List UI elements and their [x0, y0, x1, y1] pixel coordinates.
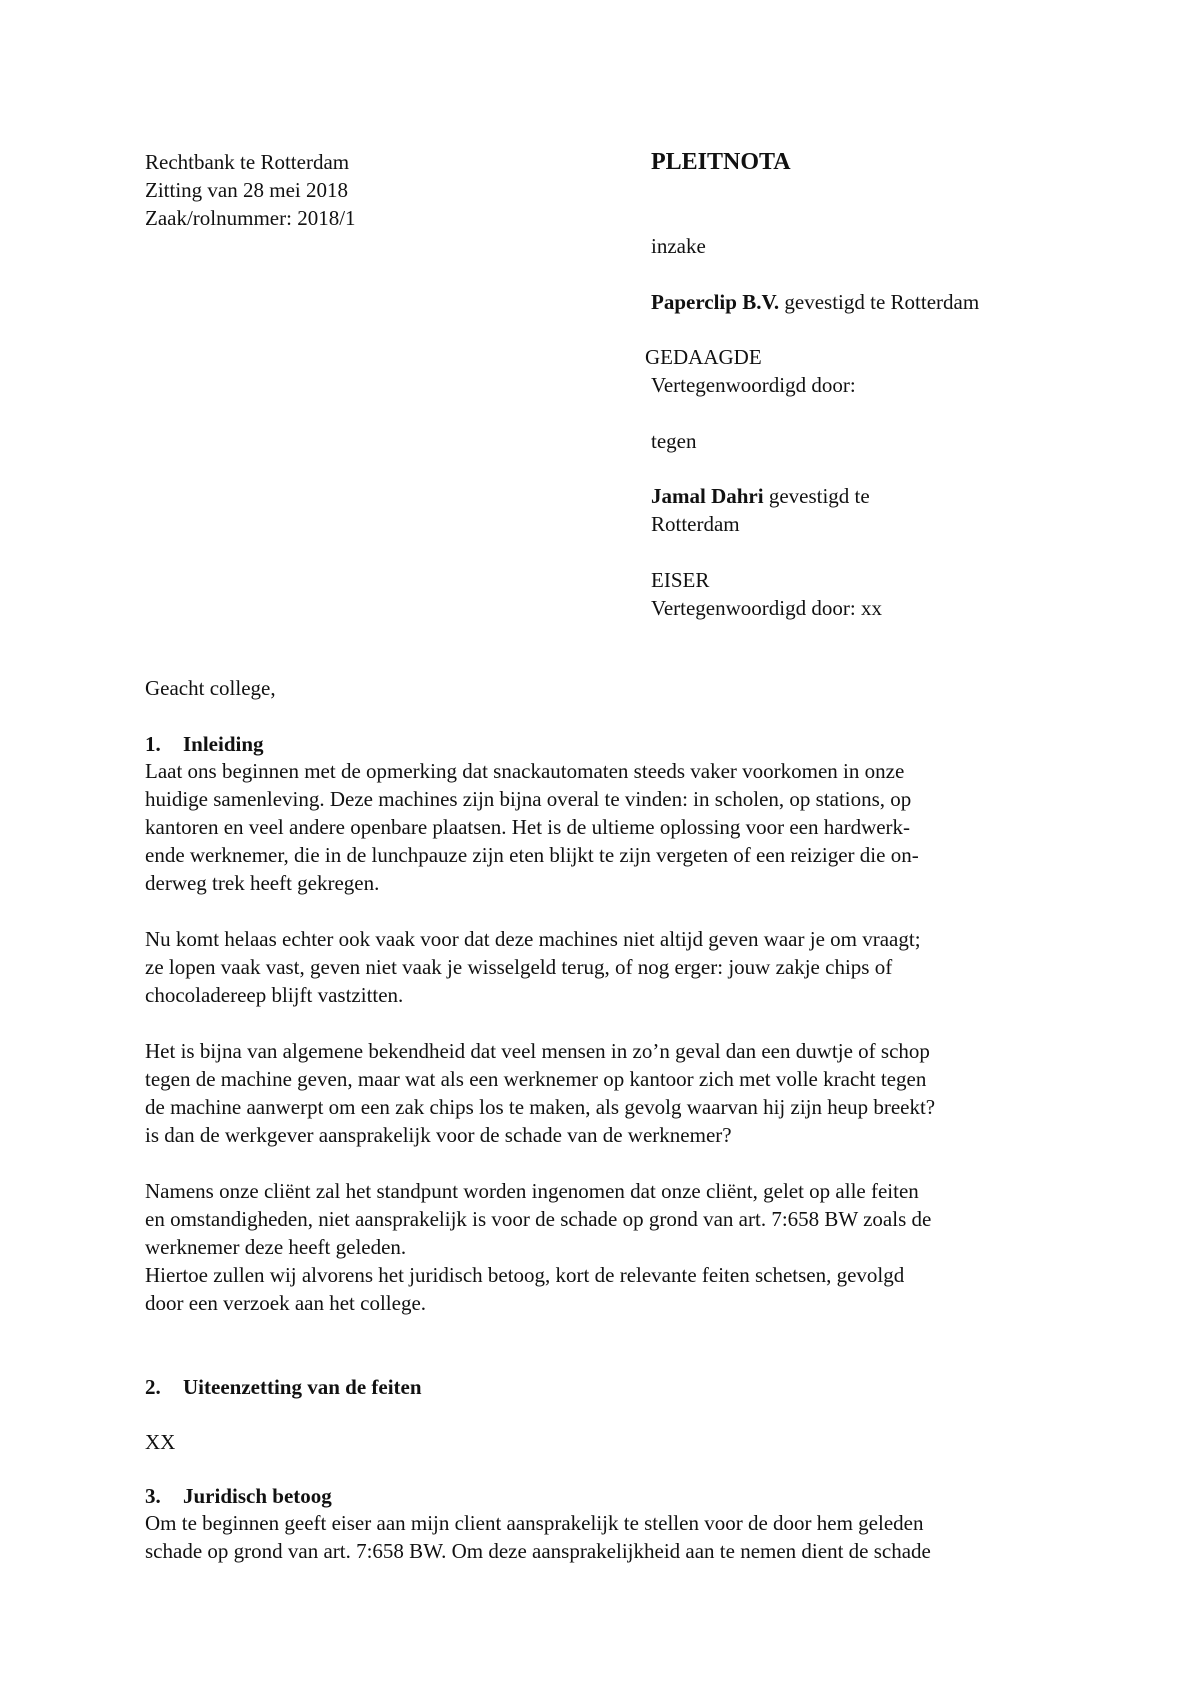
- paragraph-line: chocoladereep blijft vastzitten.: [145, 983, 404, 1007]
- salutation: Geacht college,: [145, 676, 276, 700]
- plaintiff-location: gevestigd te: [763, 484, 870, 508]
- paragraph-line: werknemer deze heeft geleden.: [145, 1235, 407, 1259]
- paragraph-line: en omstandigheden, niet aansprakelijk is voor de schade op grond van art. 7:658 BW zoals de: [145, 1207, 932, 1231]
- paragraph-line: Nu komt helaas echter ook vaak voor dat deze machines niet altijd geven waar je om vraagt;: [145, 927, 921, 951]
- paragraph-line: ze lopen vaak vast, geven niet vaak je wisselgeld terug, of nog erger: jouw zakje chips of: [145, 955, 893, 979]
- inzake-label: inzake: [651, 234, 706, 258]
- paragraph-line: Hiertoe zullen wij alvorens het juridisch betoog, kort de relevante feiten schetsen, gevolgd: [145, 1263, 905, 1287]
- defendant-representative: Vertegenwoordigd door:: [651, 373, 856, 397]
- paragraph-line: door een verzoek aan het college.: [145, 1291, 427, 1315]
- paragraph-line: Laat ons beginnen met de opmerking dat snackautomaten steeds vaker voorkomen in onze: [145, 759, 905, 783]
- section-2-number: 2.: [145, 1375, 161, 1399]
- paragraph-line: Het is bijna van algemene bekendheid dat veel mensen in zo’n geval dan een duwtje of schop: [145, 1039, 930, 1063]
- paragraph-line: schade op grond van art. 7:658 BW. Om deze aansprakelijkheid aan te nemen dient de schade: [145, 1539, 931, 1563]
- court-name: Rechtbank te Rotterdam: [145, 150, 350, 174]
- tegen-label: tegen: [651, 429, 697, 453]
- section-3-title: Juridisch betoog: [183, 1484, 332, 1508]
- paragraph-line: kantoren en veel andere openbare plaatsen. Het is de ultieme oplossing voor een hardwerk-: [145, 815, 911, 839]
- paragraph-line: tegen de machine geven, maar wat als een werknemer op kantoor zich met volle kracht tegen: [145, 1067, 927, 1091]
- session-date: Zitting van 28 mei 2018: [145, 178, 348, 202]
- defendant-name: Paperclip B.V.: [651, 290, 780, 314]
- paragraph-line: is dan de werkgever aansprakelijk voor de schade van de werknemer?: [145, 1123, 732, 1147]
- paragraph-line: huidige samenleving. Deze machines zijn bijna overal te vinden: in scholen, op stations, op: [145, 787, 912, 811]
- section-1-number: 1.: [145, 732, 161, 756]
- section-3-heading: [145, 1486, 332, 1507]
- section-1-title: Inleiding: [183, 732, 264, 756]
- document-title: PLEITNOTA: [651, 149, 791, 175]
- plaintiff-name: Jamal Dahri: [651, 484, 764, 508]
- plaintiff-line: [651, 486, 870, 507]
- paragraph-line: Om te beginnen geeft eiser aan mijn client aansprakelijk te stellen voor de door hem geleden: [145, 1511, 924, 1535]
- paragraph-line: ende werknemer, die in de lunchpauze zijn eten blijkt te zijn vergeten of een reiziger die on-: [145, 843, 919, 867]
- paragraph-line: de machine aanwerpt om een zak chips los te maken, als gevolg waarvan hij zijn heup breekt?: [145, 1095, 936, 1119]
- paragraph-line: Namens onze cliënt zal het standpunt worden ingenomen dat onze cliënt, gelet op alle feiten: [145, 1179, 919, 1203]
- case-number: Zaak/rolnummer: 2018/1: [145, 206, 356, 230]
- section-2-body: XX: [145, 1430, 176, 1454]
- plaintiff-representative: Vertegenwoordigd door: xx: [651, 596, 882, 620]
- defendant-role: GEDAAGDE: [645, 345, 762, 369]
- section-2-title: Uiteenzetting van de feiten: [183, 1375, 422, 1399]
- section-2-heading: [145, 1377, 422, 1398]
- defendant-line: [651, 292, 979, 313]
- plaintiff-location-2: Rotterdam: [651, 512, 740, 536]
- plaintiff-role: EISER: [651, 568, 710, 592]
- section-3-number: 3.: [145, 1484, 161, 1508]
- defendant-location: gevestigd te Rotterdam: [779, 290, 980, 314]
- paragraph-line: derweg trek heeft gekregen.: [145, 871, 380, 895]
- section-1-heading: [145, 734, 264, 755]
